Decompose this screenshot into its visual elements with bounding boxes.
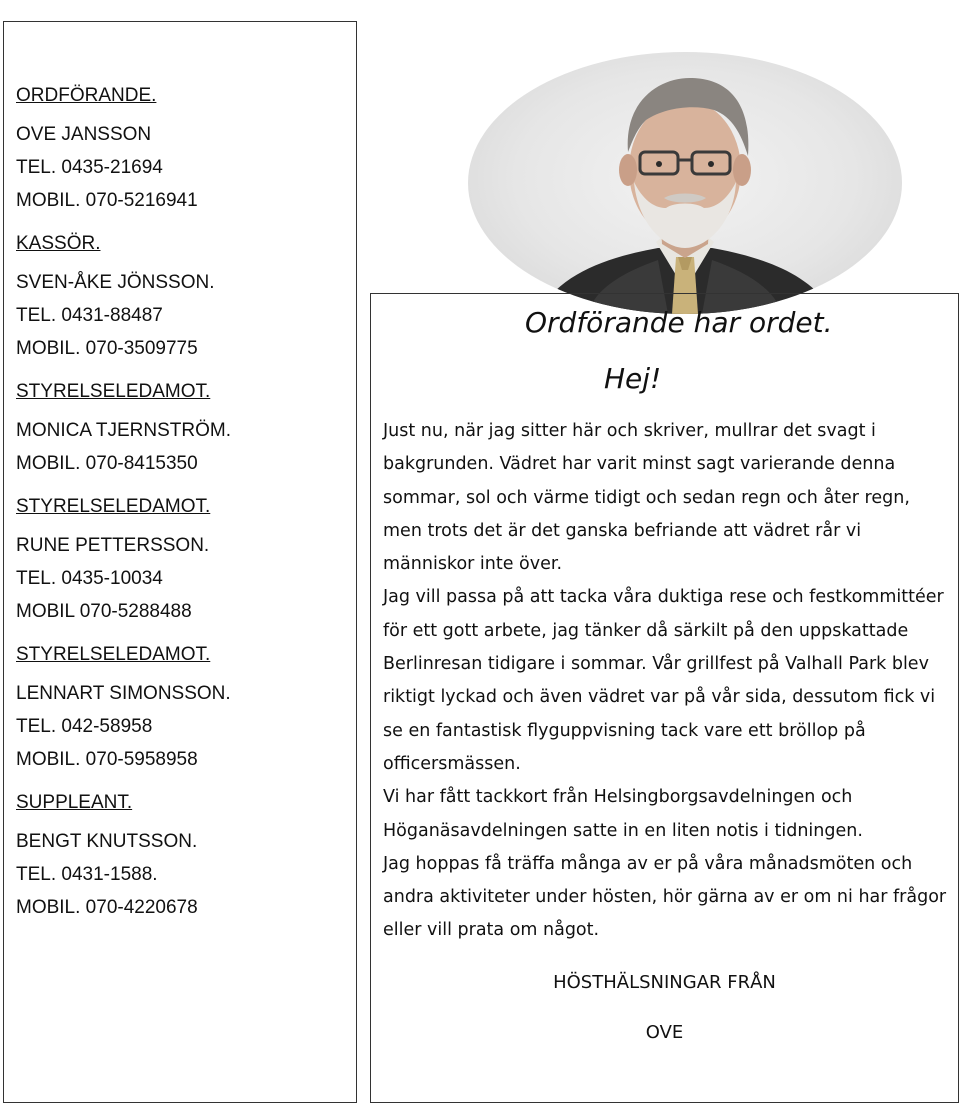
contact-name: BENGT KNUTSSON. (16, 831, 198, 852)
contact-mobile: MOBIL. 070-4220678 (16, 897, 198, 918)
contact-section-chairman (16, 84, 354, 217)
article-paragraph: Vi har fått tackkort från Helsingborgsavdelningen och Höganäsavdelningen satte in en liten notis i tidningen. (383, 787, 863, 841)
contact-section-board-member (16, 643, 354, 776)
contact-name: SVEN-ÅKE JÖNSSON. (16, 272, 215, 293)
contact-mobile: MOBIL 070-5288488 (16, 601, 192, 622)
contact-name: RUNE PETTERSSON. (16, 535, 210, 556)
article-signature: OVE (645, 1022, 684, 1043)
contact-phone: TEL. 0435-10034 (16, 568, 163, 589)
contact-name: MONICA TJERNSTRÖM. (16, 420, 231, 441)
contact-phone: TEL. 042-58958 (16, 716, 153, 737)
contact-phone: TEL. 0435-21694 (16, 157, 163, 178)
contact-name: LENNART SIMONSSON. (16, 683, 231, 704)
contact-section-board-member (16, 380, 354, 480)
contact-section-substitute (16, 791, 354, 924)
article-greeting: Hej! (604, 362, 662, 395)
article-title: Ordförande har ordet. (525, 306, 833, 339)
article-paragraph: Just nu, när jag sitter här och skriver, mullrar det svagt i bakgrunden. Vädret har varit minst sagt varierande denna sommar, sol och värme tidigt och sedan regn och åter regn, men trots det är det ganska befriande att vädret rår vi människor inte över. (383, 421, 910, 575)
article-body (383, 415, 953, 948)
role-heading: SUPPLEANT. (16, 792, 133, 813)
article-paragraph: Jag vill passa på att tacka våra duktiga rese och festkommittéer för ett gott arbete, jag tänker då särkilt på den uppskattade Berlinresan tidigare i sommar. Vår grillfest på Valhall Park blev riktigt lyckad och även vädret var på vår sida, dessutom fick vi se en fantastisk flyguppvisning tack vare ett bröllop på officersmässen. (383, 587, 944, 774)
role-heading: STYRELSELEDAMOT. (16, 381, 211, 402)
contact-mobile: MOBIL. 070-5958958 (16, 749, 198, 770)
role-heading: KASSÖR. (16, 233, 101, 254)
contact-phone: TEL. 0431-1588. (16, 864, 158, 885)
contact-list (16, 84, 354, 939)
role-heading: STYRELSELEDAMOT. (16, 644, 211, 665)
contact-section-treasurer (16, 232, 354, 365)
contact-name: OVE JANSSON (16, 124, 152, 145)
portrait-illustration (468, 52, 902, 314)
contact-sidebar (3, 21, 357, 1103)
chairman-portrait-photo (468, 52, 902, 314)
contact-mobile: MOBIL. 070-3509775 (16, 338, 198, 359)
contact-phone: TEL. 0431-88487 (16, 305, 163, 326)
role-heading: STYRELSELEDAMOT. (16, 496, 211, 517)
article-box (370, 293, 959, 1103)
contact-mobile: MOBIL. 070-5216941 (16, 190, 198, 211)
article-closing: HÖSTHÄLSNINGAR FRÅN (553, 972, 776, 993)
contact-mobile: MOBIL. 070-8415350 (16, 453, 198, 474)
contact-section-board-member (16, 495, 354, 628)
role-heading: ORDFÖRANDE. (16, 85, 157, 106)
article-paragraph: Jag hoppas få träffa många av er på våra månadsmöten och andra aktiviteter under hösten, hör gärna av er om ni har frågor eller vill prata om något. (383, 853, 947, 941)
